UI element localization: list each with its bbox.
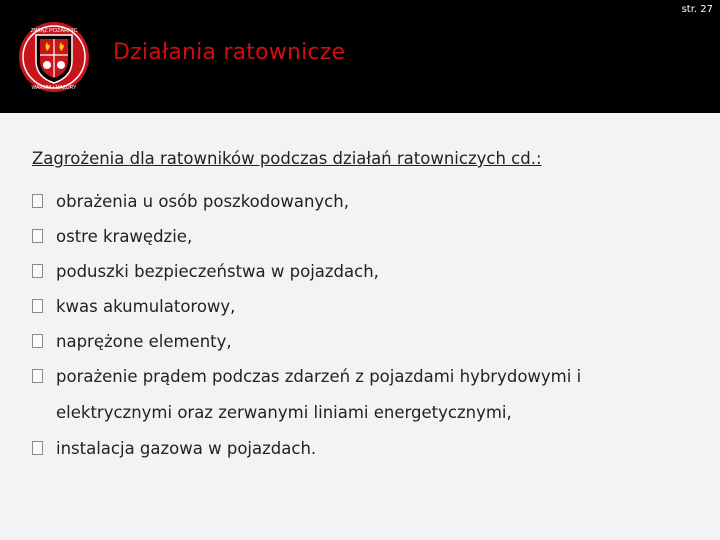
list-item-text: naprężone elementy,: [56, 332, 232, 351]
hazard-list: [32, 184, 692, 466]
logo-top-text: ZWIĄZ POŻARNIC: [30, 28, 78, 34]
list-item-text: obrażenia u osób poszkodowanych,: [56, 192, 349, 211]
square-bullet-icon: [32, 334, 43, 348]
square-bullet-icon: [32, 264, 43, 278]
list-item: [32, 254, 692, 289]
square-bullet-icon: [32, 369, 43, 383]
list-item-text: kwas akumulatorowy,: [56, 297, 236, 316]
page-number: str. 27: [681, 4, 713, 15]
list-item: [32, 324, 692, 359]
square-bullet-icon: [32, 194, 43, 208]
list-item-text: instalacja gazowa w pojazdach.: [56, 439, 317, 458]
list-item: [32, 184, 692, 219]
list-item: [32, 219, 692, 254]
square-bullet-icon: [32, 229, 43, 243]
slide-content: [32, 146, 692, 466]
list-item-text: porażenie prądem podczas zdarzeń z pojazdami hybrydowymi i elektrycznymi oraz zerwanymi liniami energetycznymi,: [56, 367, 582, 422]
square-bullet-icon: [32, 441, 43, 455]
square-bullet-icon: [32, 299, 43, 313]
slide-header: [0, 0, 720, 113]
list-item: [32, 431, 692, 466]
logo-bottom-text: WARMIA i MAZURY: [31, 85, 77, 91]
list-item-text: ostre krawędzie,: [56, 227, 193, 246]
list-item: [32, 289, 692, 324]
slide-title: Działania ratownicze: [113, 40, 346, 65]
list-item: [32, 359, 692, 431]
fire-brigade-logo: [18, 21, 90, 93]
list-item-text: poduszki bezpieczeństwa w pojazdach,: [56, 262, 379, 281]
section-subtitle: Zagrożenia dla ratowników podczas działań ratowniczych cd.:: [32, 149, 542, 168]
